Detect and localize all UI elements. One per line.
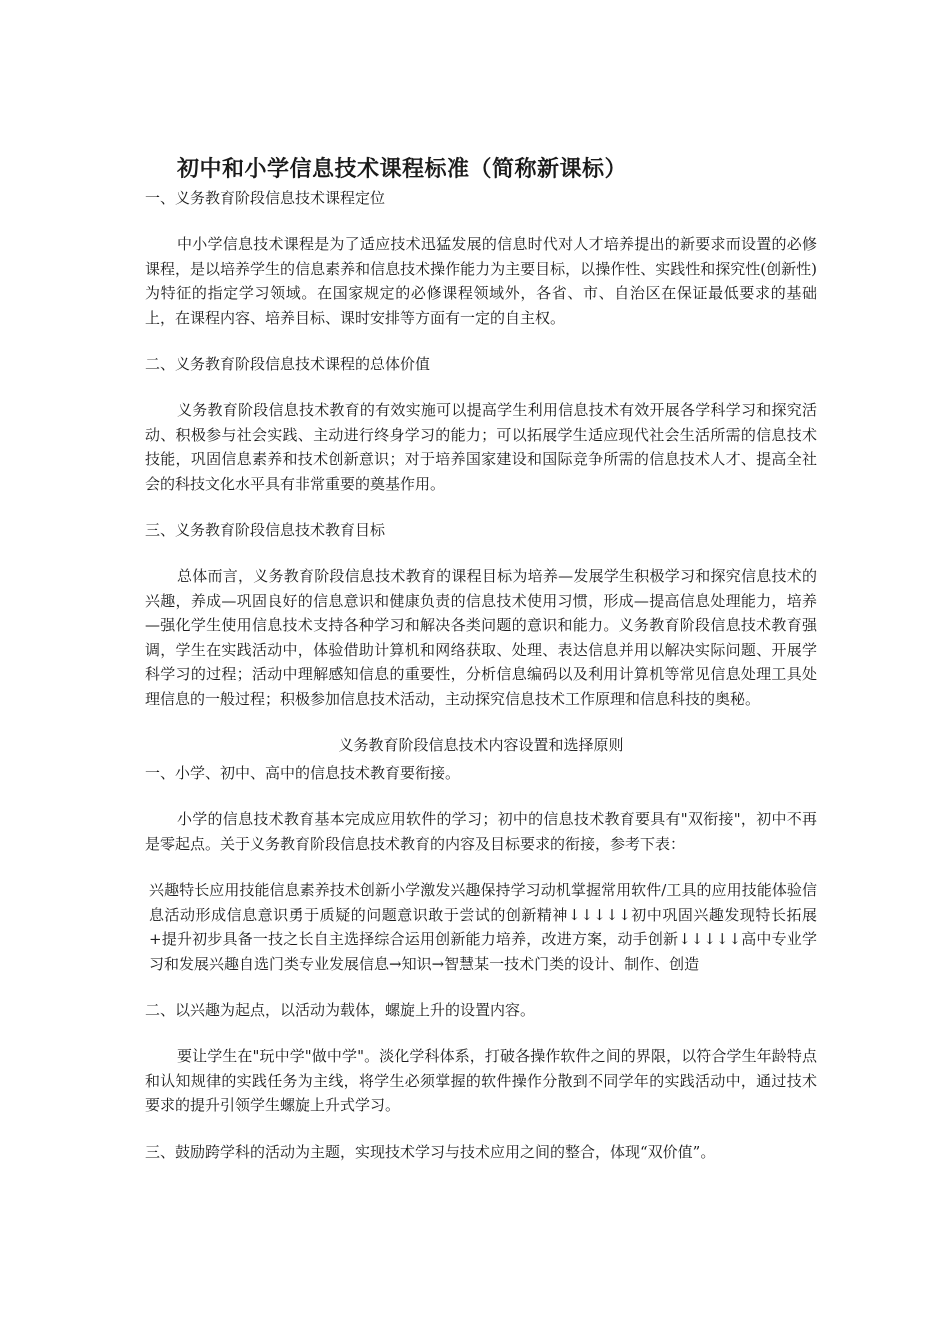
principle2-paragraph: 要让学生在"玩中学"做中学"。淡化学科体系，打破各操作软件之间的界限，以符合学生年龄特点和认知规律的实践任务为主线，将学生必须掌握的软件操作分散到不同学年的实践活动中，通过技术要求的提升引领学生螺旋上升式学习。 <box>145 1047 817 1114</box>
principle2-heading: 二、以兴趣为起点，以活动为载体，螺旋上升的设置内容。 <box>145 1001 536 1019</box>
section1-paragraph: 中小学信息技术课程是为了适应技术迅猛发展的信息时代对人才培养提出的新要求而设置的必修课程，是以培养学生的信息素养和信息技术操作能力为主要目标，以操作性、实践性和探究性(创新性)为特征的指定学习领域。在国家规定的必修课程领域外，各省、市、自治区在保证最低要求的基础上，在课程内容、培养目标、课时安排等方面有一定的自主权。 <box>145 235 817 327</box>
section2-paragraph: 义务教育阶段信息技术教育的有效实施可以提高学生利用信息技术有效开展各学科学习和探究活动、积极参与社会实践、主动进行终身学习的能力；可以拓展学生适应现代社会生活所需的信息技术技能，巩固信息素养和技术创新意识；对于培养国家建设和国际竞争所需的信息技术人才、提高全社会的科技文化水平具有非常重要的奠基作用。 <box>145 401 817 493</box>
section3-paragraph: 总体而言，义务教育阶段信息技术教育的课程目标为培养—发展学生积极学习和探究信息技术的兴趣，养成—巩固良好的信息意识和健康负责的信息技术使用习惯，形成—提高信息处理能力，培养—强化学生使用信息技术支持各种学习和解决各类问题的意识和能力。义务教育阶段信息技术教育强调，学生在实践活动中，体验借助计算机和网络获取、处理、表达信息并用以解决实际问题、开展学科学习的过程；活动中理解感知信息的重要性，分析信息编码以及利用计算机等常见信息处理工具处理信息的一般过程；积极参加信息技术活动，主动探究信息技术工作原理和信息科技的奥秘。 <box>145 567 817 708</box>
principle1-flow-text: 兴趣特长应用技能信息素养技术创新小学激发兴趣保持学习动机掌握常用软件/工具的应用技能体验信息活动形成信息意识勇于质疑的问题意识敢于尝试的创新精神↓↓↓↓↓初中巩固兴趣发现特长拓展+提升初步具备一技之长自主选择综合运用创新能力培养，改进方案，动手创新↓↓↓↓↓高中专业学习和发展兴趣自选门类专业发展信息→知识→智慧某一技术门类的设计、制作、创造 <box>149 881 817 973</box>
section3-heading: 三、义务教育阶段信息技术教育目标 <box>145 521 386 539</box>
principle1-heading: 一、小学、初中、高中的信息技术教育要衔接。 <box>145 764 461 782</box>
section1-heading: 一、义务教育阶段信息技术课程定位 <box>145 189 386 207</box>
principle3-heading: 三、鼓励跨学科的活动为主题，实现技术学习与技术应用之间的整合，体现“双价值”。 <box>145 1142 716 1161</box>
document-body <box>145 152 817 1164</box>
document-title: 初中和小学信息技术课程标准（简称新课标） <box>177 156 628 182</box>
section2-heading: 二、义务教育阶段信息技术课程的总体价值 <box>145 355 431 373</box>
principles-heading: 义务教育阶段信息技术内容设置和选择原则 <box>338 736 624 754</box>
principle1-paragraph: 小学的信息技术教育基本完成应用软件的学习；初中的信息技术教育要具有"双衔接"，初中不再是零起点。关于义务教育阶段信息技术教育的内容及目标要求的衔接，参考下表： <box>145 810 817 853</box>
